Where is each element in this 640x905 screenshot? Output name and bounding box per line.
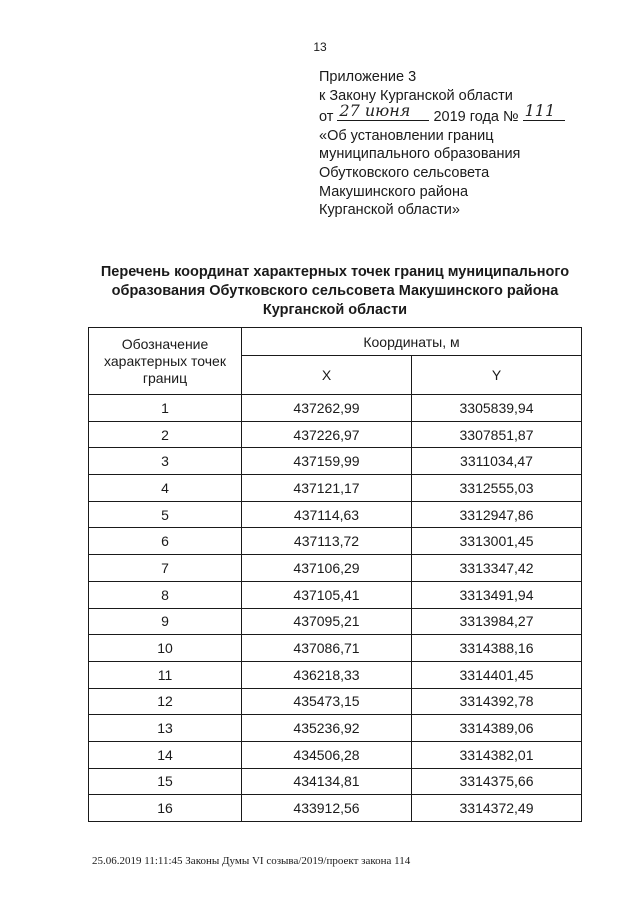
table-body — [89, 395, 582, 822]
table-row — [89, 661, 582, 688]
x-coordinate-cell: 437106,29 — [242, 555, 412, 582]
heading-line-2: образования Обутковского сельсовета Макушинского района — [111, 283, 559, 299]
table-row — [89, 555, 582, 582]
y-coordinate-cell: 3305839,94 — [412, 395, 582, 422]
point-number-cell: 2 — [89, 421, 242, 448]
y-coordinate-cell: 3313001,45 — [412, 528, 582, 555]
y-coordinate-cell: 3314372,49 — [412, 795, 582, 822]
header-coordinates: Координаты, м — [242, 328, 582, 356]
table-row — [89, 395, 582, 422]
header-point-designation: Обозначение характерных точек границ — [89, 328, 242, 395]
appendix-law-title-5: Курганской области» — [319, 202, 460, 219]
point-number-cell: 6 — [89, 528, 242, 555]
date-blank — [337, 101, 429, 121]
point-number-cell: 12 — [89, 688, 242, 715]
y-coordinate-cell: 3312555,03 — [412, 475, 582, 502]
number-blank — [523, 101, 565, 121]
table-row — [89, 501, 582, 528]
x-coordinate-cell: 437226,97 — [242, 421, 412, 448]
point-number-cell: 4 — [89, 475, 242, 502]
x-coordinate-cell: 437114,63 — [242, 501, 412, 528]
table-row — [89, 795, 582, 822]
x-coordinate-cell: 437095,21 — [242, 608, 412, 635]
x-coordinate-cell: 437121,17 — [242, 475, 412, 502]
page-number: 13 — [313, 40, 327, 54]
point-number-cell: 3 — [89, 448, 242, 475]
point-number-cell: 9 — [89, 608, 242, 635]
table-row — [89, 581, 582, 608]
y-coordinate-cell: 3307851,87 — [412, 421, 582, 448]
y-coordinate-cell: 3314375,66 — [412, 768, 582, 795]
x-coordinate-cell: 437262,99 — [242, 395, 412, 422]
date-prefix: от — [319, 109, 334, 126]
table-row — [89, 448, 582, 475]
header-y: Y — [412, 356, 582, 395]
y-coordinate-cell: 3313984,27 — [412, 608, 582, 635]
handwritten-number: 111 — [524, 101, 556, 121]
point-number-cell: 1 — [89, 395, 242, 422]
appendix-title: Приложение 3 — [319, 69, 417, 85]
point-number-cell: 8 — [89, 581, 242, 608]
point-number-cell: 15 — [89, 768, 242, 795]
point-number-cell: 11 — [89, 661, 242, 688]
appendix-law-title-2: муниципального образования — [319, 146, 521, 163]
y-coordinate-cell: 3314392,78 — [412, 688, 582, 715]
table-row — [89, 768, 582, 795]
x-coordinate-cell: 434506,28 — [242, 741, 412, 768]
table-row — [89, 421, 582, 448]
coordinates-table — [88, 327, 582, 822]
table-row — [89, 688, 582, 715]
appendix-law-title-4: Макушинского района — [319, 183, 469, 200]
appendix-law-title-1: «Об установлении границ — [319, 127, 494, 144]
x-coordinate-cell: 437159,99 — [242, 448, 412, 475]
table-row — [89, 475, 582, 502]
heading-line-1: Перечень координат характерных точек границ муниципального — [100, 264, 570, 280]
point-number-cell: 10 — [89, 635, 242, 662]
y-coordinate-cell: 3311034,47 — [412, 448, 582, 475]
y-coordinate-cell: 3314401,45 — [412, 661, 582, 688]
point-number-cell: 7 — [89, 555, 242, 582]
y-coordinate-cell: 3312947,86 — [412, 501, 582, 528]
footer-note: 25.06.2019 11:11:45 Законы Думы VI созыва/2019/проект закона 114 — [92, 855, 411, 867]
table-row — [89, 741, 582, 768]
y-coordinate-cell: 3314389,06 — [412, 715, 582, 742]
x-coordinate-cell: 436218,33 — [242, 661, 412, 688]
table-row — [89, 715, 582, 742]
document-heading — [0, 263, 640, 320]
table-row — [89, 528, 582, 555]
x-coordinate-cell: 434134,81 — [242, 768, 412, 795]
x-coordinate-cell: 433912,56 — [242, 795, 412, 822]
y-coordinate-cell: 3314388,16 — [412, 635, 582, 662]
heading-line-3: Курганской области — [262, 302, 408, 318]
header-x: X — [242, 356, 412, 395]
y-coordinate-cell: 3313491,94 — [412, 581, 582, 608]
x-coordinate-cell: 435236,92 — [242, 715, 412, 742]
appendix-law-title-3: Обутковского сельсовета — [319, 164, 490, 181]
x-coordinate-cell: 437086,71 — [242, 635, 412, 662]
table-row — [89, 608, 582, 635]
appendix-law-ref: к Закону Курганской области — [319, 87, 513, 104]
y-coordinate-cell: 3313347,42 — [412, 555, 582, 582]
point-number-cell: 13 — [89, 715, 242, 742]
x-coordinate-cell: 437105,41 — [242, 581, 412, 608]
y-coordinate-cell: 3314382,01 — [412, 741, 582, 768]
x-coordinate-cell: 435473,15 — [242, 688, 412, 715]
handwritten-date: 27 июня — [339, 101, 411, 121]
point-number-cell: 5 — [89, 501, 242, 528]
appendix-date-line — [319, 101, 565, 127]
table-row — [89, 635, 582, 662]
x-coordinate-cell: 437113,72 — [242, 528, 412, 555]
point-number-cell: 14 — [89, 741, 242, 768]
appendix-block — [319, 68, 565, 220]
point-number-cell: 16 — [89, 795, 242, 822]
date-suffix: 2019 года № — [433, 109, 519, 126]
